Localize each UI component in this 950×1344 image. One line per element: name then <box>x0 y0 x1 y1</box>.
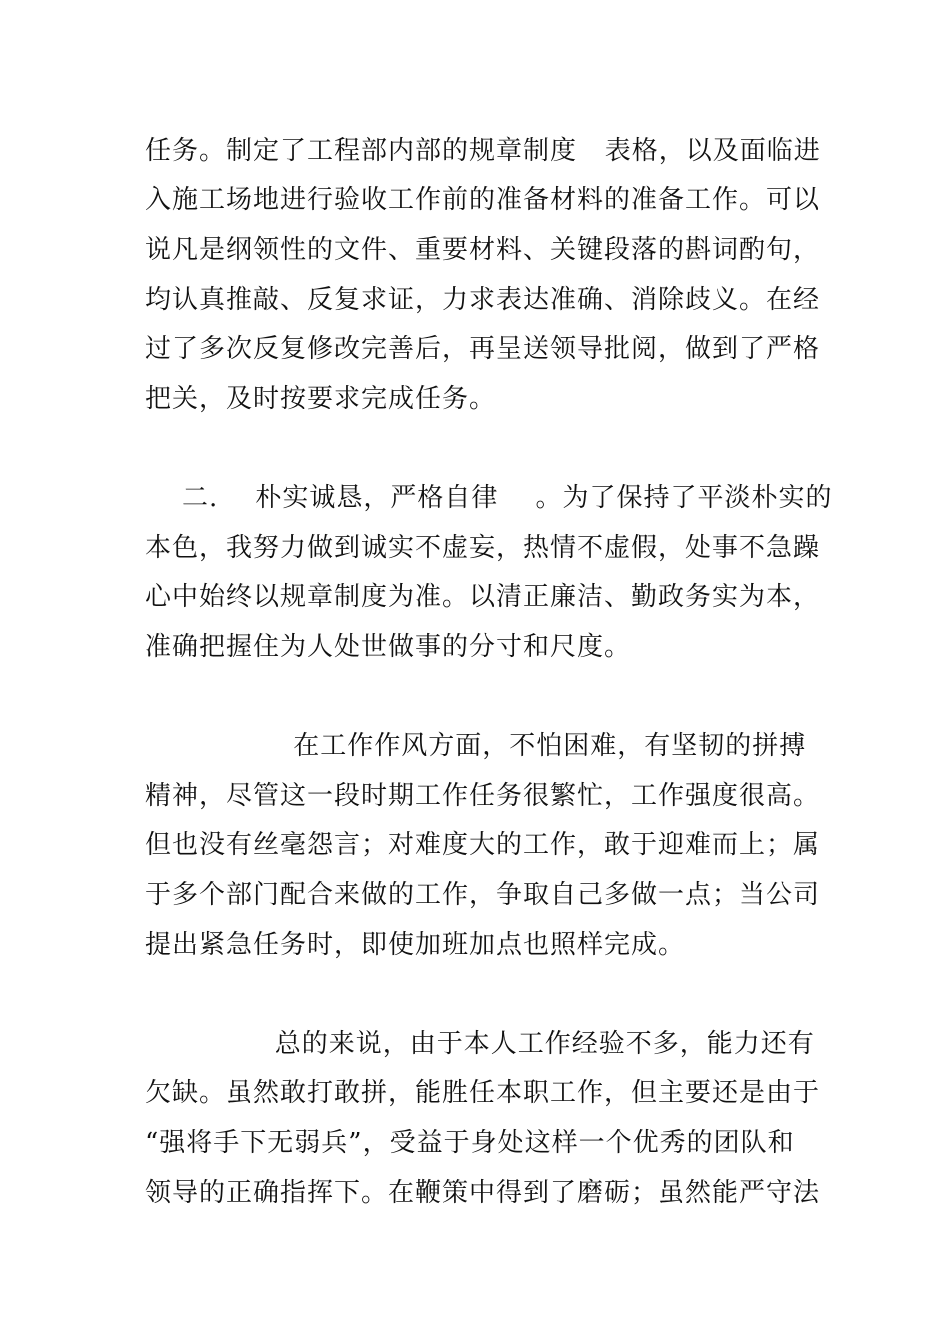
paragraph-1-line-3: 说凡是纲领性的文件、重要材料、关键段落的斟词酌句， <box>145 235 821 265</box>
paragraph-1-line-2: 入施工场地进行验收工作前的准备材料的准备工作。可以 <box>145 185 821 215</box>
paragraph-2-line-4: 准确把握住为人处世做事的分寸和尺度。 <box>145 632 632 662</box>
paragraph-3-line-5: 提出紧急任务时，即使加班加点也照样完成。 <box>145 930 686 960</box>
paragraph-1-line-5: 过了多次反复修改完善后，再呈送领导批阅，做到了严格 <box>145 334 821 364</box>
paragraph-2-line-1: 二. 朴实诚恳，严格自律 。为了保持了平淡朴实的 <box>145 483 833 513</box>
paragraph-3-line-1: 在工作作风方面，不怕困难，有坚韧的拼搏 <box>145 731 807 761</box>
paragraph-3-line-3: 但也没有丝毫怨言；对难度大的工作，敢于迎难而上；属 <box>145 830 821 860</box>
paragraph-3-line-4: 于多个部门配合来做的工作，争取自己多做一点；当公司 <box>145 880 821 910</box>
paragraph-3-line-2: 精神，尽管这一段时期工作任务很繁忙，工作强度很高。 <box>145 781 821 811</box>
paragraph-1-line-1: 任务。制定了工程部内部的规章制度 表格，以及面临进 <box>145 136 821 166</box>
paragraph-1-line-6: 把关，及时按要求完成任务。 <box>145 384 497 414</box>
paragraph-4-line-3: “强将手下无弱兵”，受益于身处这样一个优秀的团队和 <box>145 1128 795 1158</box>
paragraph-2-line-2: 本色，我努力做到诚实不虚妄，热情不虚假，处事不急躁 <box>145 533 821 563</box>
paragraph-4-line-1: 总的来说，由于本人工作经验不多，能力还有 <box>145 1029 815 1059</box>
paragraph-1-line-4: 均认真推敲、反复求证，力求表达准确、消除歧义。在经 <box>145 285 821 315</box>
paragraph-2-line-3: 心中始终以规章制度为准。以清正廉洁、勤政务实为本， <box>145 582 821 612</box>
paragraph-4-line-2: 欠缺。虽然敢打敢拼，能胜任本职工作，但主要还是由于 <box>145 1078 821 1108</box>
paragraph-4-line-4: 领导的正确指挥下。在鞭策中得到了磨砺；虽然能严守法 <box>145 1178 821 1208</box>
